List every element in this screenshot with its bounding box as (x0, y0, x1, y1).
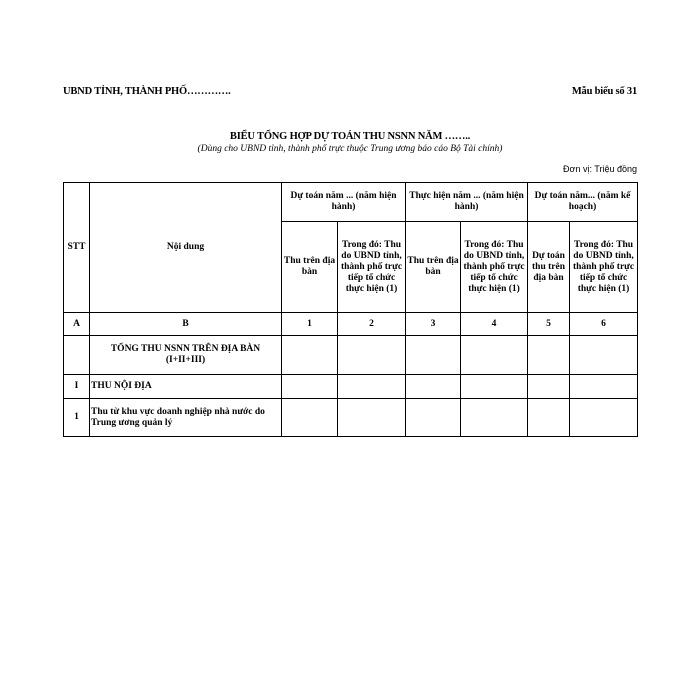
value-cell (282, 375, 338, 399)
value-cell (461, 336, 528, 375)
index-cell: 2 (338, 313, 406, 336)
value-cell (338, 399, 406, 437)
form-number: Mẫu biểu số 31 (571, 86, 637, 97)
index-row (64, 313, 638, 336)
budget-table (63, 182, 638, 437)
value-cell (570, 336, 638, 375)
index-cell: 1 (282, 313, 338, 336)
header-sub-3: Thu trên địa bàn (406, 222, 461, 313)
row-content: Thu từ khu vực doanh nghiệp nhà nước do Trung ương quản lý (90, 399, 282, 437)
value-cell (528, 399, 570, 437)
row-stt (64, 336, 90, 375)
value-cell (528, 336, 570, 375)
agency-header: UBND TỈNH, THÀNH PHỐ…………. (63, 86, 231, 97)
index-cell: 4 (461, 313, 528, 336)
header-sub-1: Thu trên địa bàn (282, 222, 338, 313)
value-cell (570, 375, 638, 399)
value-cell (461, 399, 528, 437)
header-sub-6: Trong đó: Thu do UBND tỉnh, thành phố trực tiếp tổ chức thực hiện (1) (570, 222, 638, 313)
value-cell (406, 336, 461, 375)
unit-label: Đơn vị: Triệu đồng (563, 164, 637, 174)
row-stt: I (64, 375, 90, 399)
value-cell (282, 336, 338, 375)
index-cell: A (64, 313, 90, 336)
index-cell: B (90, 313, 282, 336)
value-cell (282, 399, 338, 437)
value-cell (406, 399, 461, 437)
header-sub-2: Trong đó: Thu do UBND tỉnh, thành phố trực tiếp tổ chức thực hiện (1) (338, 222, 406, 313)
table-row (64, 399, 638, 437)
header-stt: STT (64, 183, 90, 313)
index-cell: 6 (570, 313, 638, 336)
value-cell (528, 375, 570, 399)
table-row (64, 336, 638, 375)
value-cell (338, 375, 406, 399)
report-title: BIỂU TỔNG HỢP DỰ TOÁN THU NSNN NĂM …….. (229, 131, 471, 142)
row-content: THU NỘI ĐỊA (90, 375, 282, 399)
value-cell (338, 336, 406, 375)
report-subtitle: (Dùng cho UBND tỉnh, thành phố trực thuộc Trung ương báo cáo Bộ Tài chính) (197, 144, 503, 154)
value-cell (406, 375, 461, 399)
header-sub-5: Dự toán thu trên địa bàn (528, 222, 570, 313)
row-content: TỔNG THU NSNN TRÊN ĐỊA BÀN (I+II+III) (90, 336, 282, 375)
header-content: Nội dung (90, 183, 282, 313)
header-group-estimate-plan: Dự toán năm... (năm kế hoạch) (528, 183, 638, 222)
header-group-estimate-current: Dự toán năm ... (năm hiện hành) (282, 183, 406, 222)
row-stt: 1 (64, 399, 90, 437)
index-cell: 3 (406, 313, 461, 336)
header-group-actual-current: Thực hiện năm ... (năm hiện hành) (406, 183, 528, 222)
header-sub-4: Trong đó: Thu do UBND tỉnh, thành phố trực tiếp tổ chức thực hiện (1) (461, 222, 528, 313)
value-cell (570, 399, 638, 437)
value-cell (461, 375, 528, 399)
index-cell: 5 (528, 313, 570, 336)
table-row (64, 375, 638, 399)
